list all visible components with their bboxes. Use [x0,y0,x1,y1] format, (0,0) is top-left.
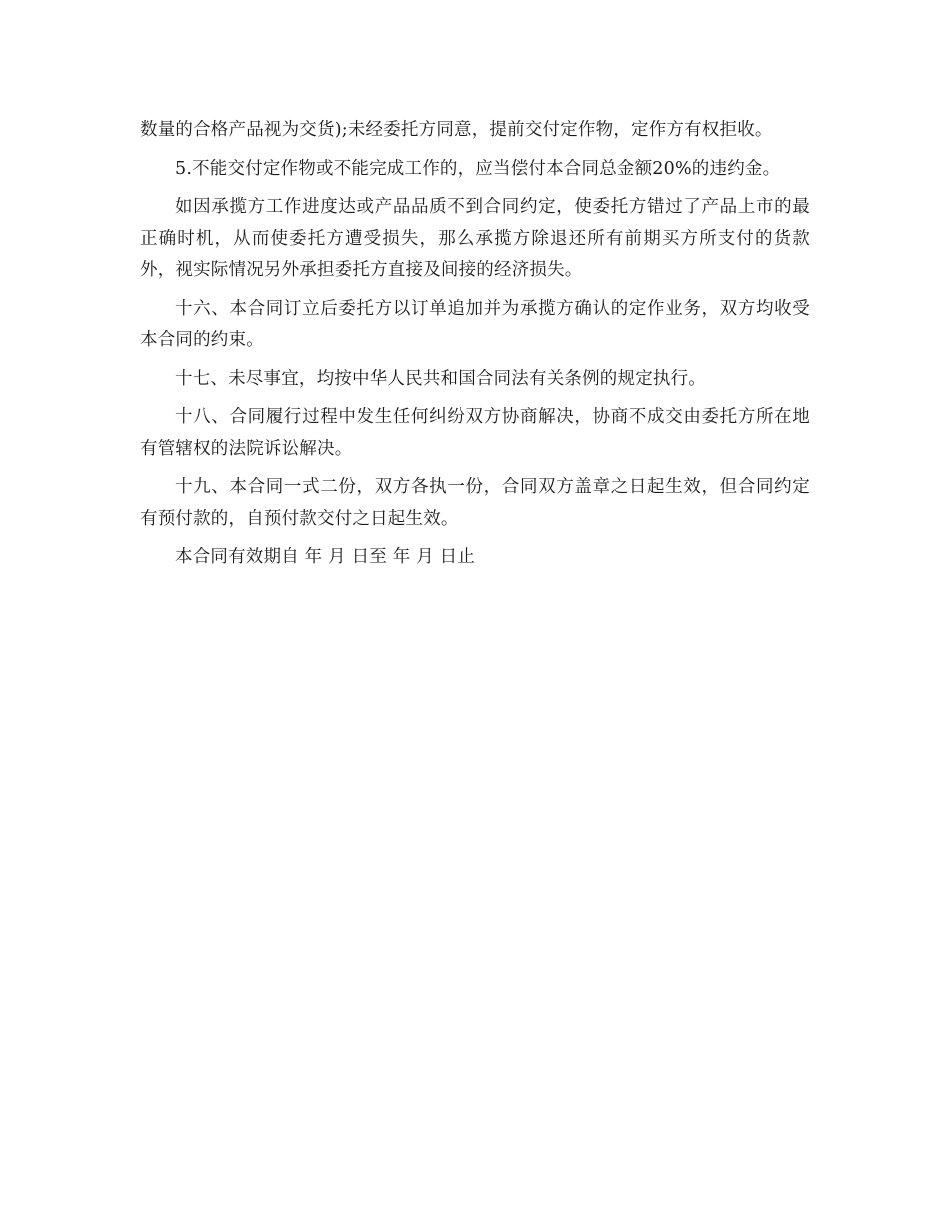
paragraph-clause-19: 十九、本合同一式二份，双方各执一份，合同双方盖章之日起生效，但合同约定有预付款的，自预付款交付之日起生效。 [140,477,810,529]
document-body [140,115,810,581]
paragraph-clause-17: 十七、未尽事宜，均按中华人民共和国合同法有关条例的规定执行。 [175,368,706,389]
paragraph-delivery-clause: 数量的合格产品视为交货);未经委托方同意，提前交付定作物，定作方有权拒收。 [140,120,773,140]
paragraph-validity-period: 本合同有效期自 年 月 日至 年 月 日止 [175,547,476,567]
paragraph-penalty-clause: 5.不能交付定作物或不能完成工作的，应当偿付本合同总金额20%的违约金。 [175,158,781,179]
paragraph-delay-loss-clause: 如因承揽方工作进度达或产品品质不到合同约定，使委托方错过了产品上市的最正确时机，从而使委托方遭受损失，那么承揽方除退还所有前期买方所支付的货款外，视实际情况另外承担委托方直接及间接的经济损失。 [140,197,810,280]
paragraph-clause-16: 十六、本合同订立后委托方以订单追加并为承揽方确认的定作业务，双方均收受本合同的约束。 [140,298,810,350]
paragraph-clause-18: 十八、合同履行过程中发生任何纠纷双方协商解决，协商不成交由委托方所在地有管辖权的法院诉讼解决。 [140,407,810,459]
